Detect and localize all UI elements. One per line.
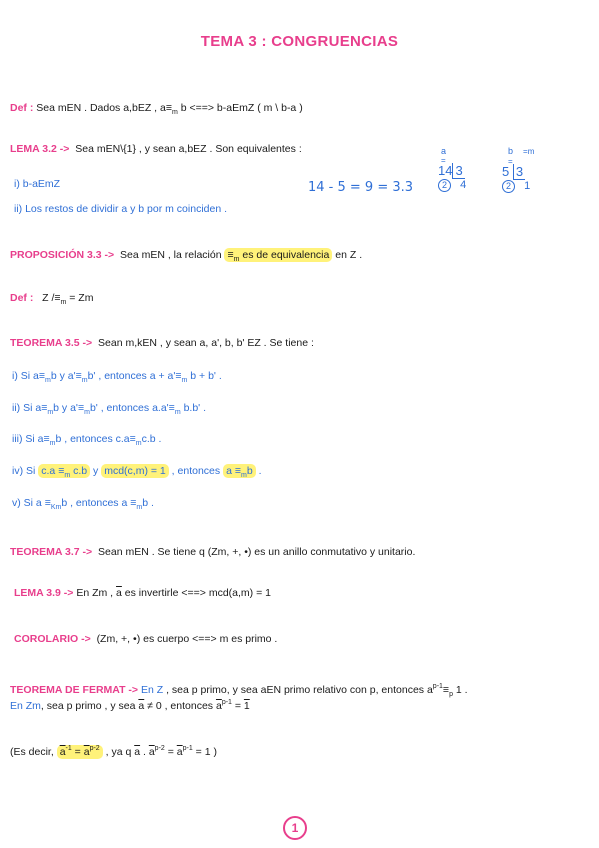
- def2-label: Def :: [10, 292, 34, 304]
- fermat-text-3: ≠ 0 , entonces: [144, 700, 216, 712]
- handwritten-equation: 14 - 5 = 9 = 3.3: [308, 180, 414, 195]
- superscript: p-1: [221, 699, 232, 706]
- dot: .: [140, 746, 149, 758]
- lema-3-2: [10, 143, 302, 155]
- def2-text-1: Z /: [42, 292, 55, 304]
- div-a-row2: 2 4: [438, 178, 466, 192]
- teorema-fermat: [10, 684, 468, 696]
- esdecir-text-3: = 1 ): [192, 746, 217, 758]
- highlight-equivalence: $\equiv_m$ es de equivalencia: [224, 248, 332, 262]
- page-number: 1: [283, 816, 307, 840]
- div-b-row: 5 3: [502, 164, 524, 179]
- fermat-text-2: , sea p primo , y sea: [40, 700, 139, 712]
- corolario-text: (Zm, +, •) es cuerpo <==> m es primo .: [96, 633, 278, 645]
- a-bar: $\overline{a}$: [134, 746, 141, 758]
- highlight-a-b: $a \equiv_mb$: [223, 464, 256, 478]
- subscript: p: [449, 691, 453, 698]
- subscript: m: [171, 109, 178, 116]
- fermat-text-1b: 1 .: [452, 684, 468, 696]
- def-label: Def :: [10, 102, 34, 114]
- congruence-symbol: ≡: [165, 102, 172, 114]
- highlight-inverse: $\overline{a}^{-1} = \overline{a}^{p-2}$: [57, 745, 103, 759]
- fermat-text-4: =: [231, 700, 244, 712]
- div-b-eq: =: [508, 157, 513, 166]
- div-b-top: b =m: [508, 146, 535, 156]
- teorema-3-5-item-iv: iv) Si $c.a \equiv_m$ c.b y mcd(c,m) = 1 , entonces $a \equiv_mb$ .: [12, 465, 262, 479]
- esdecir-text-2: =: [164, 746, 177, 758]
- handwritten-division-b: [502, 144, 534, 193]
- fermat-blue-2: En Zm: [10, 700, 41, 712]
- superscript: p-2: [154, 745, 165, 752]
- page-title: TEMA 3 : CONGRUENCIAS: [200, 33, 399, 50]
- a-bar: $\overline{a}$: [116, 587, 122, 599]
- one-bar: 1: [243, 700, 250, 712]
- a-bar: $\overline{a}$: [138, 700, 145, 712]
- fermat-label: TEOREMA DE FERMAT ->: [10, 684, 139, 696]
- teorema-label: TEOREMA 3.5 ->: [10, 337, 93, 349]
- congruence-symbol: ≡: [54, 292, 61, 304]
- a-bar: $\overline{a}$: [148, 746, 155, 758]
- teorema-3-7: [10, 546, 415, 558]
- div-a-eq: =: [441, 156, 446, 165]
- lema39-text-2: es invertirle <==> mcd(a,m) = 1: [121, 587, 271, 599]
- teorema-3-5-item-v: v) Si $a \equiv_{Km}b$ , entonces $a \equiv_mb$ .: [12, 497, 154, 511]
- definition-zm: [10, 292, 93, 304]
- prop-text-1: Sea mEN , la relación: [120, 249, 225, 261]
- def2-text-2: = Zm: [66, 292, 94, 304]
- es-decir: [10, 746, 217, 758]
- teorema-3-5-item-iii: iii) Si $a\equiv_mb$ , entonces $c.a\equiv_mc.b$ .: [12, 433, 162, 447]
- lema-text: Sea mEN\{1} , y sean a,bEZ . Son equivalentes :: [75, 143, 302, 155]
- highlight-mcd: mcd(c,m) = 1: [101, 464, 169, 478]
- a-bar: $\overline{a}$: [215, 700, 222, 712]
- div-a-top: a: [441, 146, 447, 156]
- subscript: m: [60, 299, 67, 306]
- esdecir-open: (Es decir,: [10, 746, 57, 758]
- fermat-text-1: , sea p primo, y sea aEN primo relativo con p, entonces a: [163, 684, 433, 696]
- teorema37-label: TEOREMA 3.7 ->: [10, 546, 93, 558]
- handwritten-division-a: [438, 144, 466, 192]
- lema-label: LEMA 3.2 ->: [10, 143, 70, 155]
- teorema-text: Sean m,kEN , y sean a, a', b, b' EZ . Se tiene :: [98, 337, 314, 349]
- a-bar: $\overline{a}$: [176, 746, 183, 758]
- superscript: p-1: [182, 745, 193, 752]
- prop-label: PROPOSICIÓN 3.3 ->: [10, 249, 115, 261]
- corolario: [14, 633, 277, 645]
- lema39-text-1: En Zm ,: [76, 587, 117, 599]
- proposicion-3-3: [10, 249, 362, 261]
- teorema37-text: Sean mEN . Se tiene q (Zm, +, •) es un anillo conmutativo y unitario.: [98, 546, 416, 558]
- lema39-label: LEMA 3.9 ->: [14, 587, 74, 599]
- lema-item-2: ii) Los restos de dividir a y b por m coinciden .: [14, 203, 228, 215]
- def-text-2: b <==> b-aEmZ ( m \ b-a ): [177, 102, 303, 114]
- lema-item-1: i) b-aEmZ: [14, 178, 61, 190]
- teorema-3-5-item-i: i) Si $a\equiv_mb$ y $a'\equiv_mb'$ , entonces $a + a'\equiv_m$ b + b' .: [12, 370, 222, 384]
- corolario-label: COROLARIO ->: [14, 633, 91, 645]
- definition-congruence: [10, 102, 303, 114]
- prop-text-2: en Z .: [332, 249, 363, 261]
- teorema-fermat-line-2: [10, 700, 250, 712]
- teorema-3-5: [10, 337, 314, 349]
- esdecir-text-1: , ya q: [102, 746, 135, 758]
- superscript: p-1: [432, 683, 443, 690]
- teorema-3-5-item-ii: ii) Si $a\equiv_mb$ y $a'\equiv_mb'$ , entonces $a.a'\equiv_m$ b.b' .: [12, 402, 207, 416]
- highlight-ca-cb: $c.a \equiv_m$ c.b: [38, 464, 90, 478]
- congruence-symbol: ≡: [442, 684, 450, 696]
- fermat-blue-1: En Z: [140, 684, 164, 696]
- def-text-1: Sea mEN . Dados a,bEZ , a: [36, 102, 166, 114]
- div-b-row2: 2 1: [502, 179, 534, 193]
- div-a-row: 14 3: [438, 163, 463, 178]
- lema-3-9: [14, 587, 271, 599]
